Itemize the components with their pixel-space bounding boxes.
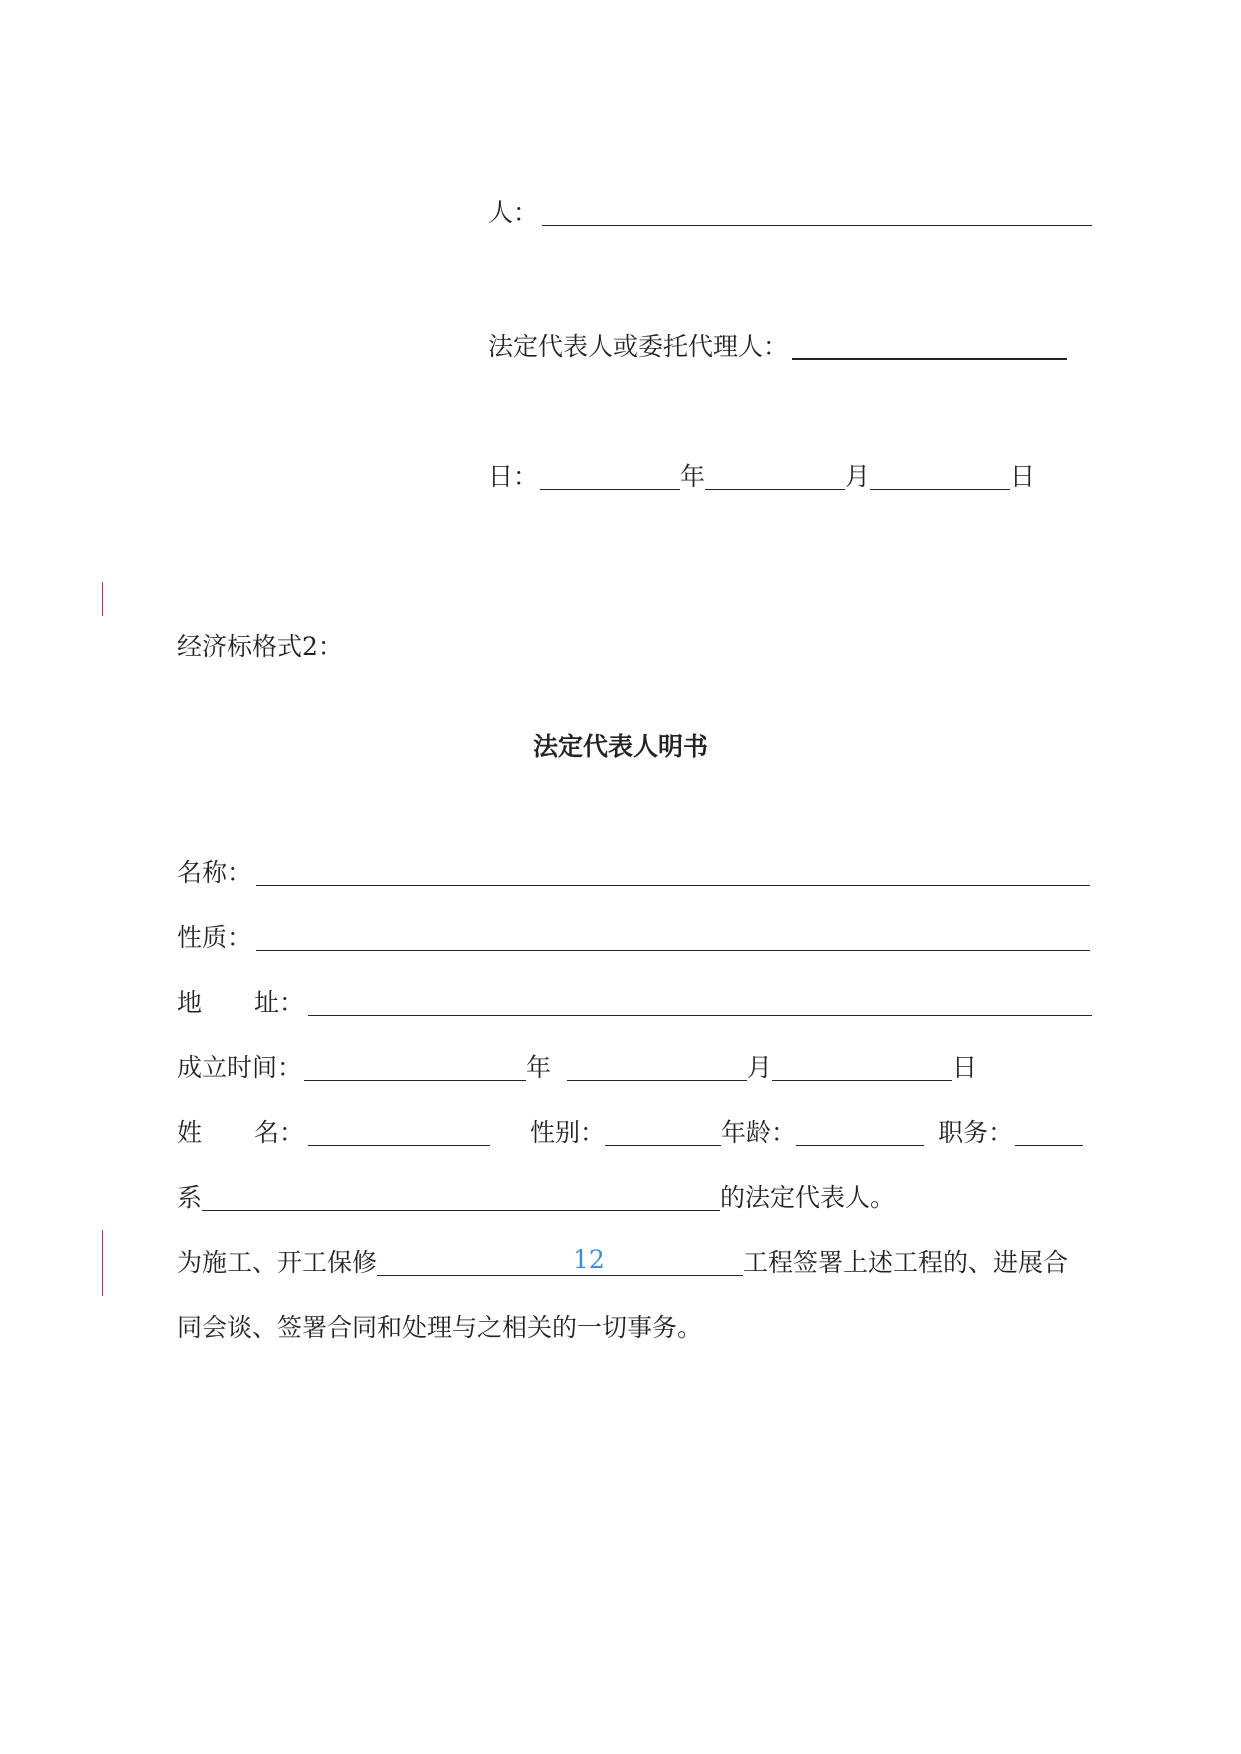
authorization-row-continued <box>177 1311 702 1345</box>
name-row <box>177 856 1090 890</box>
person-row <box>177 1116 1083 1150</box>
established-month-blank[interactable] <box>567 1054 747 1081</box>
person-name-blank[interactable] <box>308 1119 490 1146</box>
established-label: 成立时间： <box>177 1053 303 1082</box>
nature-row <box>177 921 1090 955</box>
established-year-label: 年 <box>526 1053 552 1082</box>
authorization-prefix: 为施工、开工保修 <box>177 1248 378 1277</box>
nature-label: 性质： <box>177 923 253 952</box>
signer-blank[interactable] <box>542 199 1092 226</box>
established-row <box>177 1051 977 1085</box>
established-day-blank[interactable] <box>772 1054 952 1081</box>
address-label-second: 址： <box>254 988 305 1017</box>
person-name-label-first: 姓 <box>177 1118 203 1147</box>
statement-row <box>177 1181 895 1215</box>
authorization-suffix: 工程签署上述工程的、进展合 <box>743 1248 1069 1277</box>
sign-year-blank[interactable] <box>540 463 680 490</box>
signer-label: 人： <box>488 198 539 227</box>
person-name-label-second: 名： <box>254 1118 305 1147</box>
gender-label: 性别： <box>530 1118 606 1147</box>
position-blank[interactable] <box>1015 1119 1083 1146</box>
gender-blank[interactable] <box>605 1119 721 1146</box>
established-year-blank[interactable] <box>304 1054 526 1081</box>
name-blank[interactable] <box>256 859 1090 886</box>
signer-row <box>488 196 1092 230</box>
project-filled-value: 12 <box>573 1245 605 1274</box>
sign-year-label: 年 <box>680 462 706 491</box>
representative-row <box>488 330 1067 364</box>
revision-margin-mark <box>102 1230 103 1296</box>
representative-blank[interactable] <box>792 332 1067 360</box>
statement-suffix: 的法定代表人。 <box>720 1183 896 1212</box>
sign-day-label: 日 <box>1010 462 1036 491</box>
age-label: 年龄： <box>721 1118 797 1147</box>
document-title: 法定代表人明书 <box>532 732 708 761</box>
name-label: 名称： <box>177 858 253 887</box>
sign-month-label: 月 <box>845 462 871 491</box>
address-row <box>177 986 1092 1020</box>
representative-label: 法定代表人或委托代理人： <box>488 332 789 361</box>
section-label <box>177 630 343 664</box>
project-blank[interactable] <box>377 1245 743 1276</box>
position-label: 职务： <box>938 1118 1014 1147</box>
authorization-continued-text: 同会谈、签署合同和处理与之相关的一切事务。 <box>177 1313 703 1342</box>
sign-day-blank[interactable] <box>870 463 1010 490</box>
authorization-row <box>177 1246 1068 1280</box>
sign-date-row <box>488 460 1035 494</box>
established-month-label: 月 <box>747 1053 773 1082</box>
address-label-first: 地 <box>177 988 203 1017</box>
statement-prefix: 系 <box>177 1183 203 1212</box>
nature-blank[interactable] <box>256 924 1090 951</box>
revision-margin-mark <box>102 582 103 616</box>
sign-date-label: 日： <box>488 462 539 491</box>
sign-month-blank[interactable] <box>705 463 845 490</box>
address-blank[interactable] <box>308 989 1092 1016</box>
company-blank[interactable] <box>202 1184 720 1211</box>
section-label-text: 经济标格式2： <box>177 632 343 661</box>
age-blank[interactable] <box>796 1119 924 1146</box>
established-day-label: 日 <box>952 1053 978 1082</box>
